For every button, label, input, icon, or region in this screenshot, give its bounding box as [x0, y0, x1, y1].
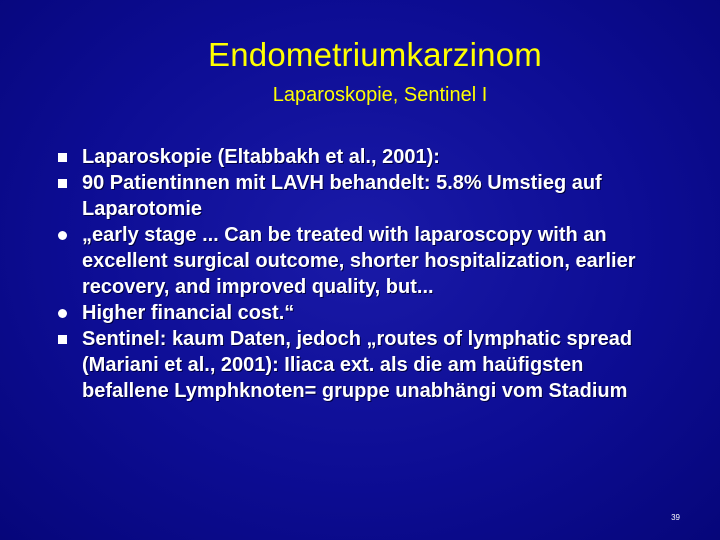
- bullet-item: [54, 170, 654, 222]
- bullet-text: Higher financial cost.“: [82, 302, 295, 324]
- circle-bullet-icon: [58, 231, 67, 240]
- circle-bullet-icon: [58, 309, 67, 318]
- bullet-item: [54, 222, 654, 300]
- page-number: 39: [671, 513, 680, 522]
- bullet-list: [54, 144, 654, 404]
- bullet-text: Sentinel: kaum Daten, jedoch „routes of lymphatic spread (Mariani et al., 2001): Iliaca ext. als die am haüfigsten befallene Lymphknoten= gruppe unabhängi vom Stadium: [82, 328, 633, 402]
- square-bullet-icon: [58, 153, 67, 162]
- bullet-text: 90 Patientinnen mit LAVH behandelt: 5.8% Umstieg auf Laparotomie: [82, 172, 602, 220]
- bullet-item: [54, 300, 654, 326]
- slide-subtitle: Laparoskopie, Sentinel I: [272, 84, 488, 106]
- bullet-item: [54, 144, 654, 170]
- slide-title: Endometriumkarzinom: [208, 36, 542, 73]
- bullet-text: „early stage ... Can be treated with laparoscopy with an excellent surgical outcome, shorter hospitalization, earlier recovery, and improved quality, but...: [82, 224, 636, 298]
- bullet-text: Laparoskopie (Eltabbakh et al., 2001):: [82, 146, 440, 168]
- square-bullet-icon: [58, 335, 67, 344]
- square-bullet-icon: [58, 179, 67, 188]
- bullet-item: [54, 326, 654, 404]
